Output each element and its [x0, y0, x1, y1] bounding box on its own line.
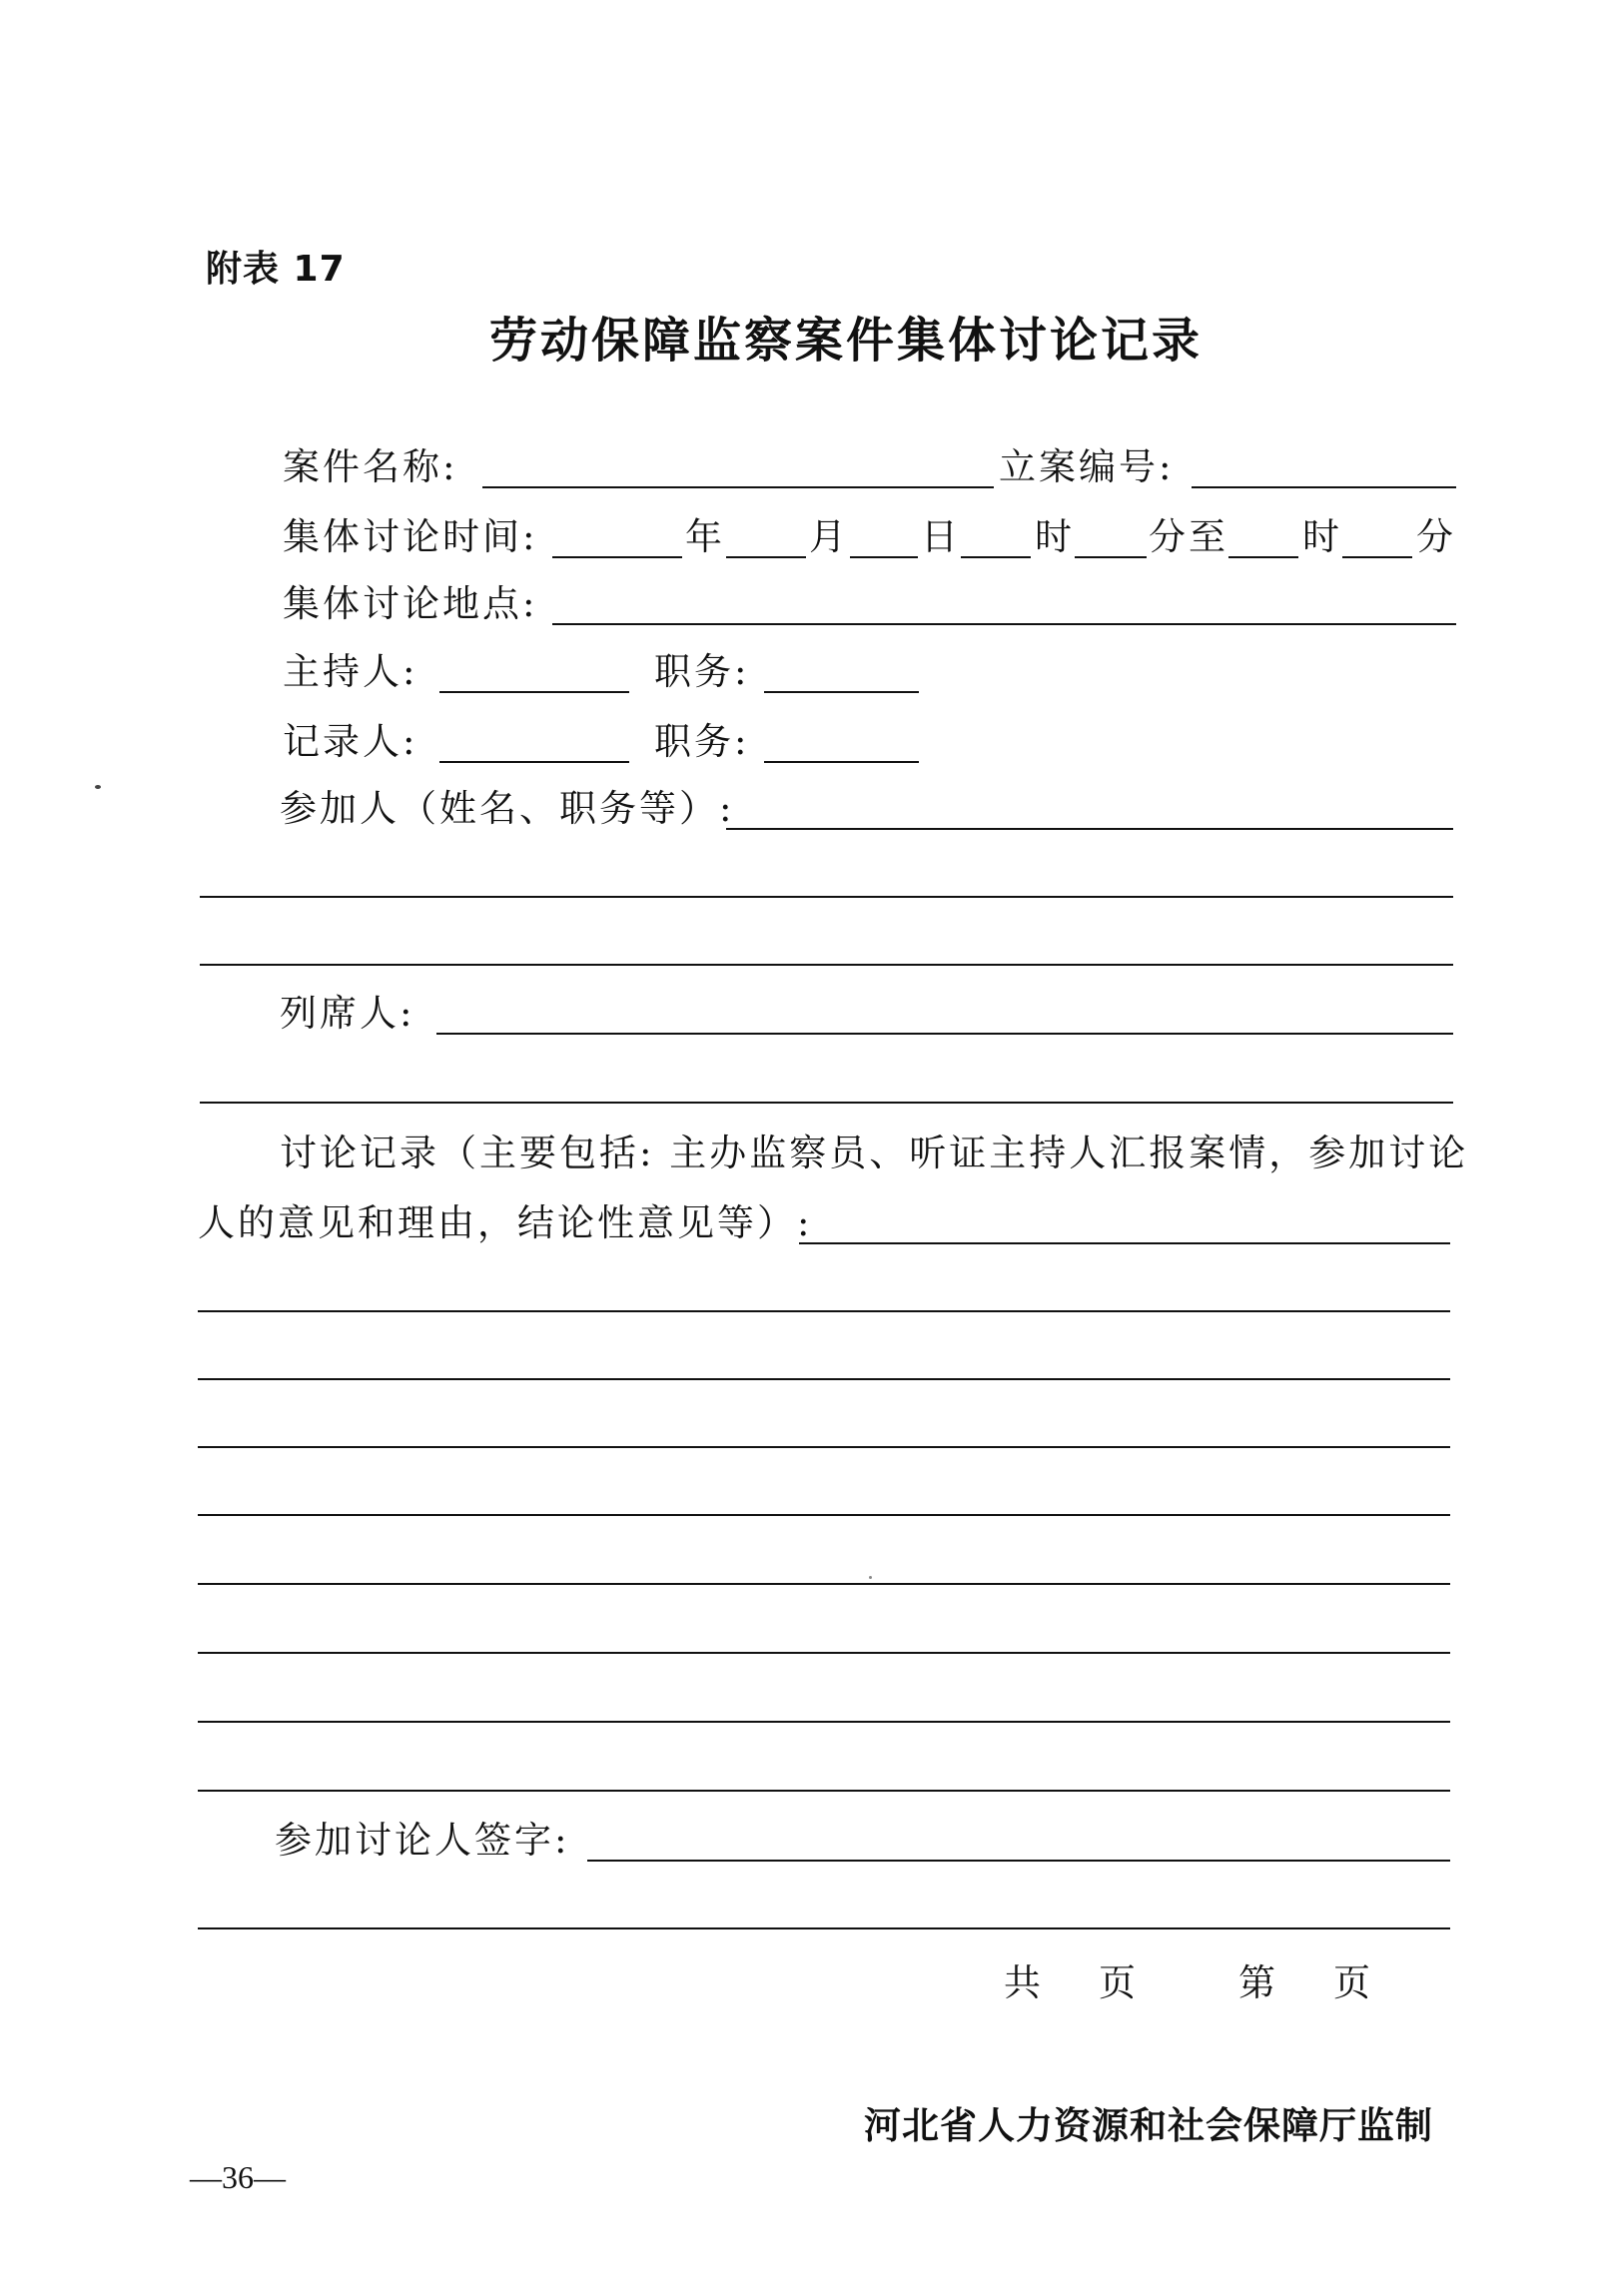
day-unit: 日	[921, 515, 961, 558]
appendix-label: 附表 17	[206, 249, 346, 290]
recorder-label: 记录人:	[283, 720, 418, 763]
scan-speck	[95, 785, 101, 789]
record-line[interactable]	[198, 1446, 1450, 1448]
record-line[interactable]	[198, 1721, 1450, 1723]
recorder-field[interactable]	[439, 761, 629, 763]
recorder-position-label: 职务:	[654, 720, 750, 763]
discussion-place-field[interactable]	[552, 623, 1456, 625]
participants-field[interactable]	[726, 828, 1453, 830]
end-hour-unit: 时	[1302, 515, 1342, 558]
record-label-line1: 讨论记录（主要包括: 主办监察员、听证主持人汇报案情，参加讨论	[280, 1132, 1469, 1174]
discussion-time-label: 集体讨论时间:	[283, 515, 538, 558]
case-number-label: 立案编号:	[999, 445, 1175, 488]
end-minute-field[interactable]	[1342, 556, 1412, 558]
day-field[interactable]	[850, 556, 918, 558]
host-position-label: 职务:	[654, 650, 750, 693]
start-minute-field[interactable]	[1075, 556, 1147, 558]
case-name-field[interactable]	[482, 486, 994, 488]
record-line[interactable]	[198, 1790, 1450, 1792]
page-number: —36—	[190, 2159, 286, 2195]
participants-line-2[interactable]	[200, 896, 1453, 898]
end-hour-field[interactable]	[1228, 556, 1298, 558]
signatures-line-2[interactable]	[198, 1927, 1450, 1929]
host-position-field[interactable]	[764, 691, 919, 693]
recorder-position-field[interactable]	[764, 761, 919, 763]
attendees-line-2[interactable]	[200, 1102, 1453, 1104]
record-line[interactable]	[198, 1514, 1450, 1516]
page-total-unit: 页	[1099, 1961, 1139, 2004]
case-name-label: 案件名称:	[283, 445, 458, 488]
scan-speck	[869, 1576, 872, 1579]
page-total-label: 共	[1004, 1961, 1044, 2004]
signatures-field[interactable]	[587, 1860, 1450, 1862]
record-label-line2: 人的意见和理由，结论性意见等）:	[198, 1201, 813, 1244]
attendees-field[interactable]	[436, 1033, 1453, 1035]
record-field[interactable]	[799, 1242, 1450, 1244]
host-field[interactable]	[439, 691, 629, 693]
start-hour-field[interactable]	[961, 556, 1031, 558]
start-minute-unit: 分至	[1149, 515, 1228, 558]
end-minute-unit: 分	[1416, 515, 1456, 558]
year-unit: 年	[685, 515, 725, 558]
record-line[interactable]	[198, 1378, 1450, 1380]
participants-label: 参加人（姓名、职务等）:	[280, 787, 735, 830]
record-line[interactable]	[198, 1583, 1450, 1585]
host-label: 主持人:	[283, 650, 418, 693]
month-field[interactable]	[726, 556, 806, 558]
case-number-field[interactable]	[1192, 486, 1456, 488]
attendees-label: 列席人:	[280, 992, 415, 1035]
month-unit: 月	[809, 515, 849, 558]
start-hour-unit: 时	[1035, 515, 1075, 558]
discussion-place-label: 集体讨论地点:	[283, 582, 538, 625]
year-field[interactable]	[552, 556, 682, 558]
form-title: 劳动保障监察案件集体讨论记录	[489, 313, 1204, 369]
record-line[interactable]	[198, 1652, 1450, 1654]
page-current-unit: 页	[1333, 1961, 1373, 2004]
issuer-label: 河北省人力资源和社会保障厅监制	[864, 2104, 1433, 2147]
page-current-label: 第	[1238, 1961, 1278, 2004]
record-line[interactable]	[198, 1310, 1450, 1312]
signatures-label: 参加讨论人签字:	[275, 1819, 570, 1862]
participants-line-3[interactable]	[200, 964, 1453, 966]
